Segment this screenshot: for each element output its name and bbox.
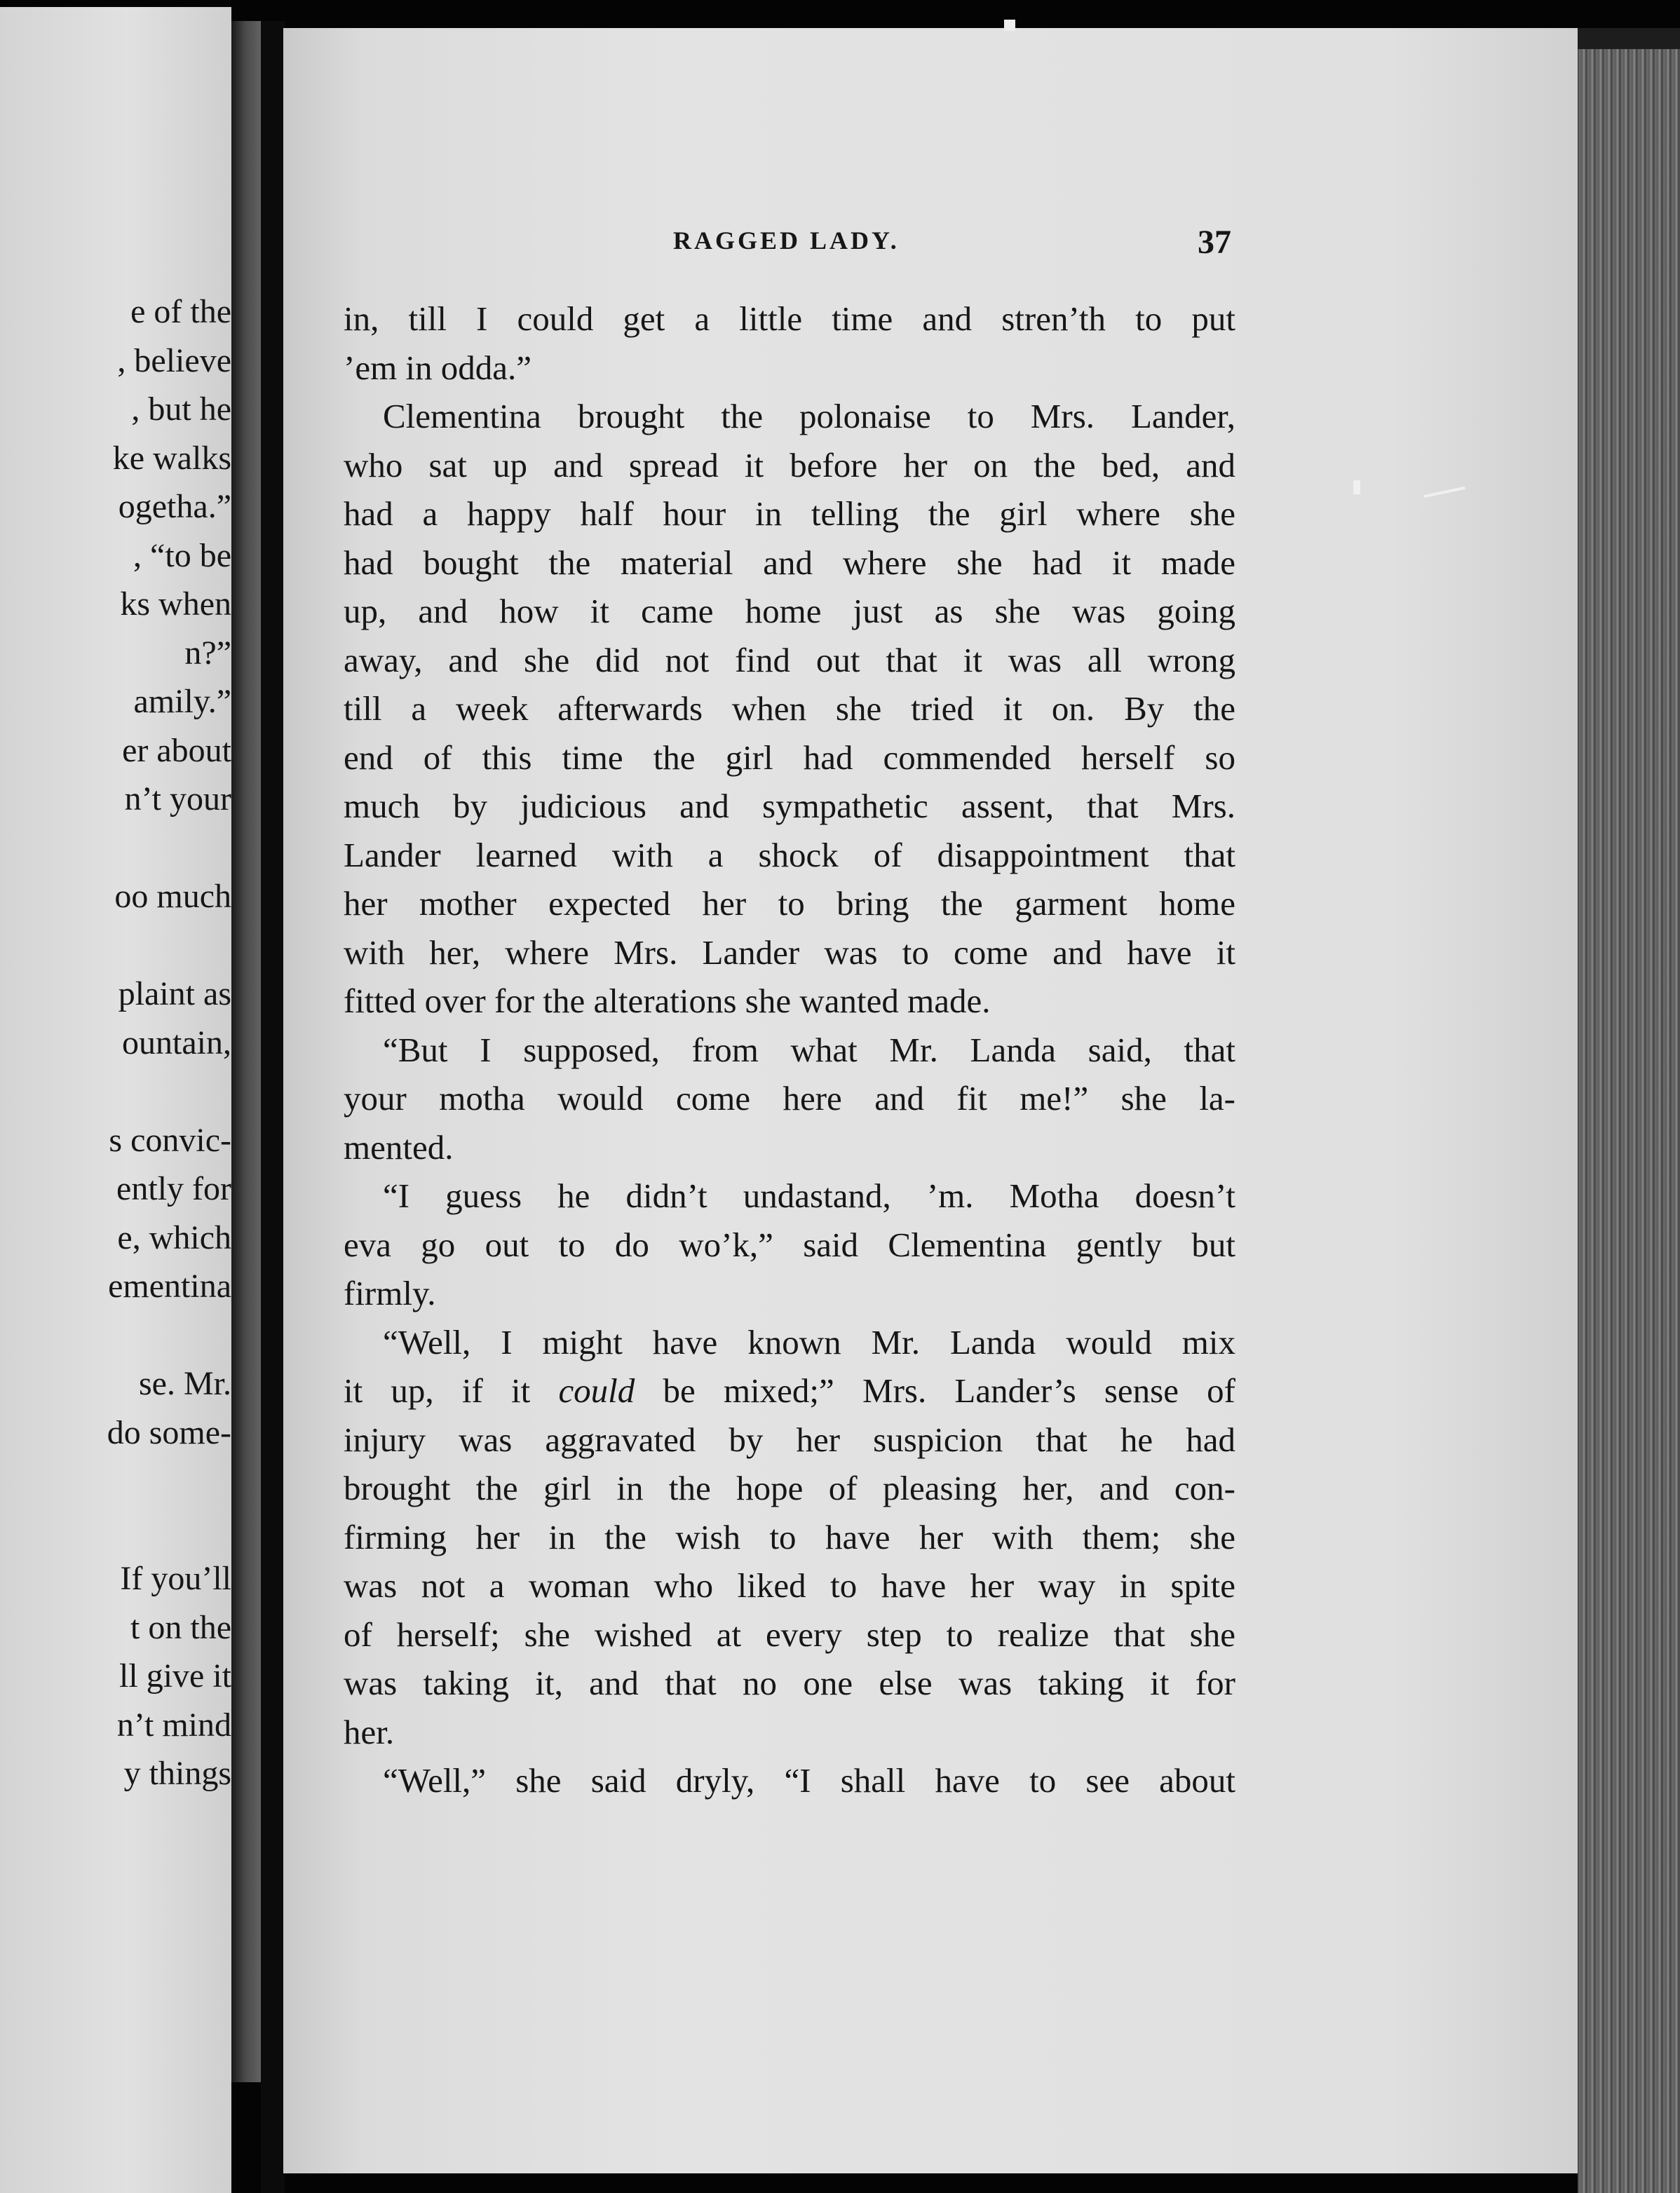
text-line: with her, where Mrs. Lander was to come and have it: [344, 932, 1235, 972]
running-head: RAGGED LADY.: [673, 226, 900, 254]
book-gutter: [261, 21, 285, 2193]
text-line: “But I supposed, from what Mr. Landa said, that: [383, 1030, 1235, 1069]
text-line: Lander learned with a shock of disappointment that: [344, 835, 1235, 874]
left-page-line: [0, 824, 231, 873]
left-page-line: n’t your: [124, 780, 231, 817]
text-line: till a week afterwards when she tried it on. By the: [344, 689, 1235, 728]
text-line: her mother expected her to bring the garment home: [344, 884, 1235, 923]
left-page-line: amily.”: [133, 683, 231, 720]
italic-word: could: [558, 1371, 635, 1410]
left-page-line: n’t mind: [116, 1706, 231, 1744]
left-page-line: e of the: [130, 293, 231, 330]
left-page-line: [0, 1506, 231, 1555]
text-line: “Well,” she said dryly, “I shall have to see about: [383, 1761, 1235, 1800]
text-line: her.: [344, 1712, 395, 1751]
text-line: firming her in the wish to have her with them; she: [344, 1517, 1235, 1556]
left-page-line: [0, 1311, 231, 1360]
text-line: “Well, I might have known Mr. Landa would mix: [383, 1322, 1235, 1362]
left-page-line: ountain,: [122, 1024, 231, 1061]
text-line: brought the girl in the hope of pleasing her, and con-: [344, 1469, 1235, 1507]
left-page: [0, 7, 231, 2193]
left-page-line: se. Mr.: [139, 1365, 231, 1402]
body-text: [344, 294, 1235, 1805]
left-page-line: If you’ll: [120, 1560, 231, 1597]
text-line: was not a woman who liked to have her way in spite: [344, 1566, 1235, 1605]
text-line: away, and she did not find out that it was all wrong: [344, 640, 1235, 679]
left-page-line: y things: [123, 1755, 231, 1792]
text-run: be mixed;” Mrs. Lander’s sense of: [635, 1371, 1235, 1410]
text-run: it up, if it: [344, 1371, 559, 1410]
text-line: Clementina brought the polonaise to Mrs. Lander,: [383, 397, 1235, 435]
page-number: 37: [1198, 224, 1231, 261]
text-line: [344, 1366, 1235, 1415]
text-line: your motha would come here and fit me!” she la-: [344, 1079, 1235, 1118]
left-page-line: s convic-: [109, 1121, 231, 1159]
left-page-line: ently for: [116, 1170, 231, 1207]
text-line: had a happy half hour in telling the girl where she: [344, 494, 1235, 533]
left-page-line: ll give it: [119, 1657, 231, 1695]
text-line: eva go out to do wo’k,” said Clementina gently but: [344, 1225, 1235, 1264]
left-page-line: ogetha.”: [118, 488, 231, 525]
left-page-line: t on the: [130, 1608, 231, 1646]
left-page-line: , “to be: [133, 536, 231, 574]
page-edges: [1578, 49, 1680, 2193]
scan-speck: [1353, 480, 1360, 494]
left-page-line: , believe: [117, 341, 231, 379]
left-page-line: , but he: [131, 391, 231, 428]
text-line: fitted over for the alterations she wanted made.: [344, 982, 991, 1020]
left-page-line: do some-: [107, 1413, 231, 1451]
left-page-line: er about: [122, 731, 231, 769]
left-page-line: ks when: [120, 585, 231, 623]
left-page-line: e, which: [117, 1218, 231, 1256]
left-page-line: [0, 1067, 231, 1116]
text-line: end of this time the girl had commended herself so: [344, 738, 1235, 777]
left-page-line: [0, 921, 231, 970]
text-line: “I guess he didn’t undastand, ’m. Motha doesn’t: [383, 1176, 1235, 1215]
left-page-line: plaint as: [118, 975, 231, 1012]
left-page-line: [0, 1457, 231, 1506]
text-line: ’em in odda.”: [344, 348, 532, 387]
text-line: who sat up and spread it before her on the bed, and: [344, 445, 1235, 484]
text-line: mented.: [344, 1127, 454, 1167]
left-page-line: ke walks: [112, 439, 231, 477]
text-line: much by judicious and sympathetic assent, that Mrs.: [344, 787, 1235, 825]
scan-speck: [1004, 20, 1015, 31]
left-page-line: ementina: [108, 1268, 231, 1305]
text-line: up, and how it came home just as she was going: [344, 592, 1235, 630]
left-page-text: [0, 287, 231, 1798]
text-line: injury was aggravated by her suspicion that he had: [344, 1420, 1235, 1459]
text-line: of herself; she wished at every step to realize that she: [344, 1615, 1235, 1654]
text-line: firmly.: [344, 1274, 436, 1312]
text-line: had bought the material and where she had it made: [344, 543, 1235, 582]
text-line: in, till I could get a little time and stren’th to put: [344, 299, 1235, 338]
text-line: was taking it, and that no one else was taking it for: [344, 1664, 1235, 1702]
left-page-line: n?”: [184, 634, 231, 672]
left-page-line: oo much: [114, 878, 231, 915]
